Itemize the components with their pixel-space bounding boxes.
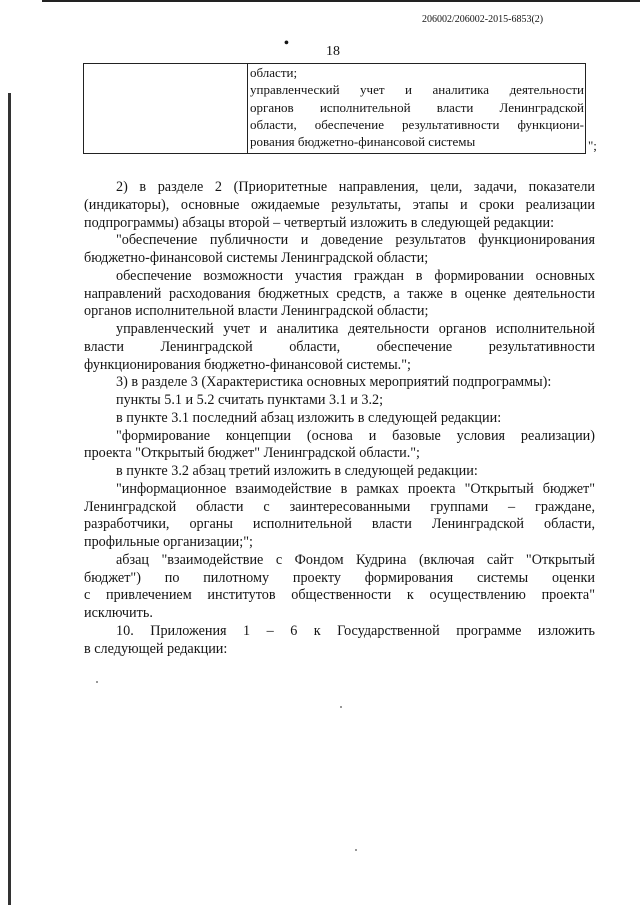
body-line: бюджет") по пилотному проекту формирования системы оценки xyxy=(84,569,595,586)
body-line: власти Ленинградской области, обеспечение результативности xyxy=(84,338,595,355)
body-line: в следующей редакции: xyxy=(84,640,228,657)
document-id: 206002/206002-2015-6853(2) xyxy=(422,14,544,25)
scan-edge-bar xyxy=(8,93,11,905)
document-body xyxy=(84,179,595,658)
body-line: 2) в разделе 2 (Приоритетные направления, цели, задачи, показатели xyxy=(116,179,595,195)
page-mark-dot: • xyxy=(284,36,289,51)
body-line: в пункте 3.1 последний абзац изложить в следующей редакции: xyxy=(116,409,502,426)
table-line: органов исполнительной власти Ленинградской xyxy=(250,99,584,115)
body-line: 10. Приложения 1 – 6 к Государственной программе изложить xyxy=(116,622,595,639)
body-line: обеспечение возможности участия граждан в формировании основных xyxy=(116,267,595,284)
body-line: функционирования бюджетно-финансовой системы."; xyxy=(84,356,411,373)
table-line: рования бюджетно-финансовой системы xyxy=(250,134,476,150)
body-line: "формирование концепции (основа и базовые условия реализации) xyxy=(116,427,595,444)
body-line: в пункте 3.2 абзац третий изложить в следующей редакции: xyxy=(116,463,478,479)
body-line: разработчики, органы исполнительной власти Ленинградской области, xyxy=(84,516,595,533)
body-line: с привлечением институтов общественности к осуществлению проекта" xyxy=(84,587,595,604)
body-line: профильные организации;"; xyxy=(84,534,253,550)
body-line: 3) в разделе 3 (Характеристика основных мероприятий подпрограммы): xyxy=(116,374,552,391)
table-column-divider xyxy=(247,64,248,153)
scan-speck xyxy=(96,681,98,683)
table-line: области; xyxy=(250,65,298,80)
body-line: "информационное взаимодействие в рамках проекта "Открытый бюджет" xyxy=(116,480,595,497)
table-line: управленческий учет и аналитика деятельности xyxy=(250,82,584,98)
body-line: проекта "Открытый бюджет" Ленинградской области."; xyxy=(84,445,421,462)
body-line: органов исполнительной власти Ленинградской области; xyxy=(84,303,429,320)
scan-speck xyxy=(355,849,357,851)
body-line: исключить. xyxy=(84,605,153,621)
table-right-cell xyxy=(250,64,584,150)
body-line: пункты 5.1 и 5.2 считать пунктами 3.1 и 3.2; xyxy=(116,392,384,408)
top-border-rule xyxy=(42,0,640,2)
body-line: направлений расходования бюджетных средств, а также в оценке деятельности xyxy=(84,285,595,302)
body-line: управленческий учет и аналитика деятельности органов исполнительной xyxy=(116,321,595,337)
table-line: области, обеспечение результативности функциони- xyxy=(250,116,584,132)
page-number: 18 xyxy=(326,44,340,59)
body-line: Ленинградской области с заинтересованными группами – граждане, xyxy=(84,498,595,515)
table-closing-quote: "; xyxy=(588,138,597,153)
body-line: "обеспечение публичности и доведение результатов функционирования xyxy=(116,232,595,249)
body-line: подпрограммы) абзацы второй – четвертый изложить в следующей редакции: xyxy=(84,214,555,231)
body-line: (индикаторы), основные ожидаемые результаты, этапы и сроки реализации xyxy=(84,196,595,213)
body-line: абзац "взаимодействие с Фондом Кудрина (включая сайт "Открытый xyxy=(116,551,595,568)
scan-speck xyxy=(340,706,342,708)
body-line: бюджетно-финансовой системы Ленинградской области; xyxy=(84,250,429,266)
continuation-table xyxy=(83,63,586,154)
